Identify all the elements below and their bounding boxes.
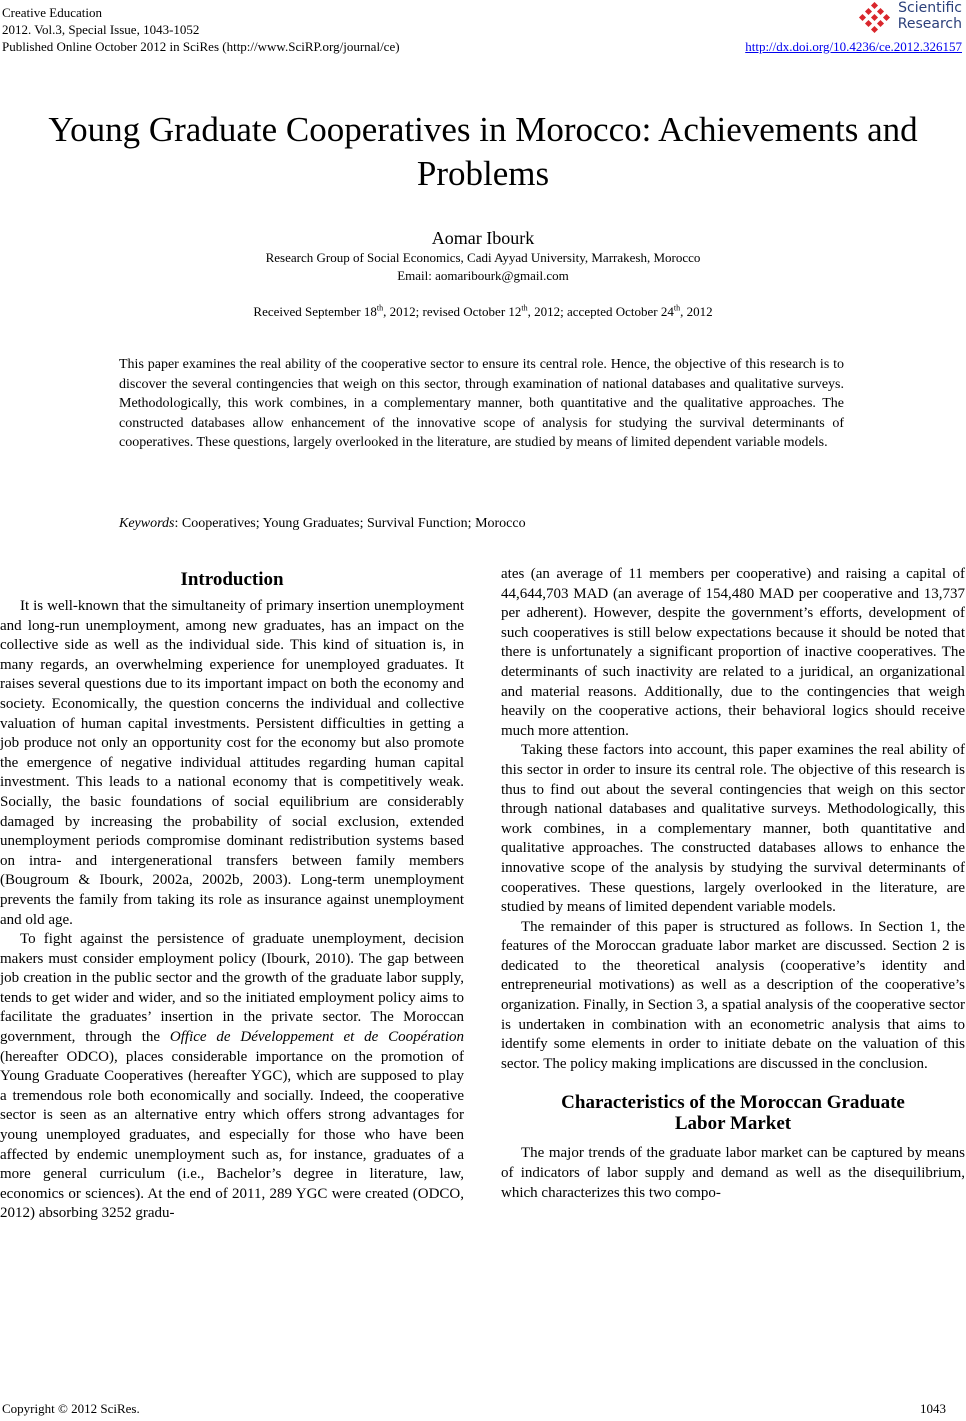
author-affiliation: Research Group of Social Economics, Cadi Ayyad University, Marrakesh, Morocco <box>265 250 701 265</box>
copyright-notice: Copyright © 2012 SciRes. <box>2 1401 140 1416</box>
keywords-text: : Cooperatives; Young Graduates; Survival Function; Morocco <box>174 516 526 531</box>
page-number: 1043 <box>920 1401 946 1416</box>
journal-issue: 2012. Vol.3, Special Issue, 1043-1052 <box>2 22 200 37</box>
left-column <box>0 565 464 1224</box>
keywords-label: Keywords <box>119 516 175 531</box>
author-email: Email: aomaribourk@gmail.com <box>397 268 569 283</box>
paragraph: Taking these factors into account, this paper examines the real ability of this sector in order to insure its central role. The objective of this research is thus to find out about the several contingencies that weigh on this sector through national databases and qualitative surveys. Methodologically, this work combines, in a complementary manner, both quantitative and qualitative approaches. The constructed databases allows to enhance the innovative scope of the analysis by studying the survival determinants of cooperatives. These questions, largely overlooked in the literature, are studied by means of limited dependent variable models. <box>501 742 965 916</box>
journal-name: Creative Education <box>2 5 102 20</box>
right-column <box>501 565 965 1203</box>
keywords <box>119 514 844 533</box>
journal-info <box>2 4 400 55</box>
publication-note: Published Online October 2012 in SciRes (http://www.SciRP.org/journal/ce) <box>2 39 400 54</box>
paper-title: Young Graduate Cooperatives in Morocco: Achievements and Problems <box>48 110 918 193</box>
logo-line-1: Scientific <box>898 0 962 16</box>
abstract: This paper examines the real ability of the cooperative sector to ensure its central role. Hence, the objective of this research is to discover the several contingencies that weigh on this sector, through examination of national databases and qualitative surveys. Methodologically, this work combines, in a complementary manner, both quantitative and the qualitative approaches. The constructed databases allow enhancement of the innovative scope of analysis for studying the survival determinants of cooperatives. These questions, largely overlooked in the literature, are studied by means of limited dependent variable models. <box>119 357 844 450</box>
paragraph: ates (an average of 11 members per cooperative) and raising a capital of 44,644,703 MAD (an average of 154,480 MAD per cooperative and 13,737 per adherent). However, despite the government’s efforts, development of such cooperatives is still below expectations because it should be noted that there is unfortunately a significant proportion of inactive cooperatives. The determinants of such inactivity are related to a juridical, an organizational and material reasons. Additionally, due to the contingencies that weigh heavily on the cooperative actions, their behavioral logics should receive much more attention. <box>501 566 965 739</box>
logo-text <box>898 0 962 32</box>
received-dates: Received September 18th, 2012; revised October 12th, 2012; accepted October 24th, 2012 <box>253 303 713 319</box>
section-heading-introduction: Introduction <box>180 569 284 590</box>
paragraph: To fight against the persistence of graduate unemployment, decision makers must consider employment policy (Ibourk, 2010). The gap between job creation in the public sector and the growth of the graduate labor supply, tends to get wider and wider, and so the initiated employment policy aims to facilitate the graduates’ insertion in the private sector. The Moroccan government, through the Office de Développement et de Coopération (hereafter ODCO), places considerable importance on the promotion of Young Graduate Cooperatives (hereafter YGC), which are supposed to play a tremendous role both economically and socially. Indeed, the cooperative sector is seen as an alternative entry which offers strong advantages for young unemployed graduates, and especially for those who have been affected by endemic unemployment such as, for instance, graduates of a more general curriculum (i.e., Bachelor’s degree in literature, law, economics or sciences). At the end of 2011, 289 YGC were created (ODCO, 2012) absorbing 3252 gradu- <box>0 931 465 1222</box>
paragraph: It is well-known that the simultaneity of primary insertion unemployment and long-run unemployment, among new graduates, has an impact on the collective side as well as the individual side. This kind of situation is, in many regards, an overwhelming experience for unemployed graduates. It raises several questions due to its important impact on both the economy and society. Economically, the question concerns the individual and collective valuation of human capital investments. Persistent difficulties in getting a job produce not only an opportunity cost for the economy but also promote the emergence of negative individual attitudes regarding human capital investment. This leads to a national economy that is competitively weak. Socially, the basic foundations of social equilibrium are considerably damaged by increasing the probability of social exclusion, extended unemployment periods compromise dominant redistribution systems based on intra- and intergenerational transfers between family members (Bougroum & Ibourk, 2002a, 2002b, 2003). Long-term unemployment prevents the family from taking its role as insurance against unemployment and old age. <box>0 598 464 928</box>
section-heading-characteristics: Characteristics of the Moroccan Graduate Labor Market <box>561 1092 905 1135</box>
scientific-research-logo <box>858 0 962 36</box>
paragraph: The remainder of this paper is structured as follows. In Section 1, the features of the Moroccan graduate labor market are discussed. Section 2 is dedicated to the theoretical analysis (cooperative’s identity and entrepreneurial motivations) as well as a description of the cooperative’s organization. Finally, in Section 3, a spatial analysis of the cooperative sector is undertaken in combination with an econometric analysis that aims to identify some elements in order to initiate debate on the valuation of this sector. The policy making implications are discussed in the conclusion. <box>501 918 965 1072</box>
doi-link[interactable]: http://dx.doi.org/10.4236/ce.2012.326157 <box>745 39 962 54</box>
logo-dots-icon <box>858 2 892 34</box>
paragraph: The major trends of the graduate labor market can be captured by means of indicators of labor supply and demand as well as the disequilibrium, which characterizes this two compo- <box>501 1145 965 1201</box>
logo-line-2: Research <box>897 16 962 32</box>
author-name: Aomar Ibourk <box>431 228 535 248</box>
